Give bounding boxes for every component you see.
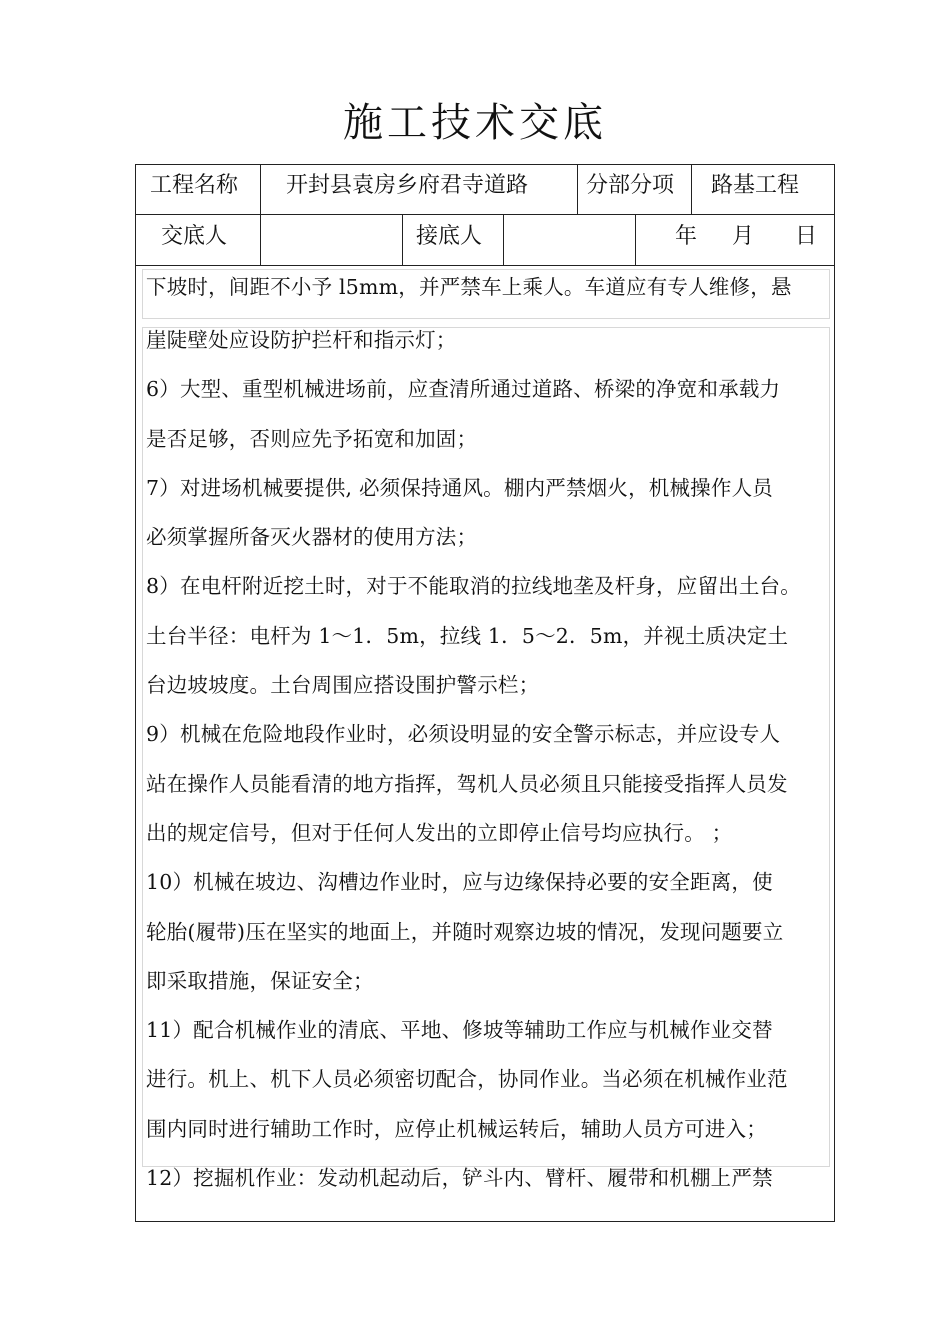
column-divider xyxy=(577,165,578,214)
body-line: 10）机械在坡边、沟槽边作业时，应与边缘保持必要的安全距离，使 xyxy=(146,870,773,895)
receiver-label: 接底人 xyxy=(416,224,483,249)
body-text xyxy=(146,316,830,1203)
row-divider xyxy=(136,265,834,266)
body-line: 必须掌握所备灭火器材的使用方法； xyxy=(146,525,478,550)
row-divider xyxy=(136,214,834,215)
date-year-label: 年 xyxy=(675,224,698,249)
column-divider xyxy=(402,214,403,265)
column-divider xyxy=(503,214,504,265)
body-line: 6）大型、重型机械进场前，应查清所通过道路、桥梁的净宽和承载力 xyxy=(146,377,781,402)
column-divider xyxy=(635,214,636,265)
body-line: 围内同时进行辅助工作时，应停止机械运转后，辅助人员方可进入； xyxy=(146,1116,767,1141)
section-label: 分部分项 xyxy=(586,173,675,198)
body-line: 即采取措施，保证安全； xyxy=(146,968,374,993)
project-name-value: 开封县袁房乡府君寺道路 xyxy=(286,173,529,198)
document-title: 施工技术交底 xyxy=(343,100,607,146)
body-line: 7）对进场机械要提供, 必须保持通风。棚内严禁烟火，机械操作人员 xyxy=(146,475,773,500)
body-line: 站在操作人员能看清的地方指挥，驾机人员必须且只能接受指挥人员发 xyxy=(146,771,788,796)
body-line: 土台半径：电杆为 1～1．5m，拉线 1．5～2．5m，并视土质决定土 xyxy=(146,623,789,648)
body-line: 轮胎(履带)压在坚实的地面上，并随时观察边坡的情况，发现问题要立 xyxy=(146,919,784,944)
project-name-label: 工程名称 xyxy=(150,173,239,198)
presenter-label: 交底人 xyxy=(161,224,228,249)
body-first-line: 下坡时，间距不小予 l5mm，并严禁车上乘人。车道应有专人维修，悬 xyxy=(146,275,792,299)
body-line: 出的规定信号，但对于任何人发出的立即停止信号均应执行。 ； xyxy=(146,820,733,845)
body-line: 11）配合机械作业的清底、平地、修坡等辅助工作应与机械作业交替 xyxy=(146,1018,773,1043)
body-line: 进行。机上、机下人员必须密切配合，协同作业。当必须在机械作业范 xyxy=(146,1067,788,1092)
column-divider xyxy=(260,214,261,265)
body-line: 12）挖掘机作业：发动机起动后，铲斗内、臂杆、履带和机棚上严禁 xyxy=(146,1166,773,1191)
body-line: 9）机械在危险地段作业时，必须设明显的安全警示标志，并应设专人 xyxy=(146,722,781,747)
body-line: 台边坡坡度。土台周围应搭设围护警示栏； xyxy=(146,673,540,698)
body-line: 8）在电杆附近挖土时，对于不能取消的拉线地垄及杆身，应留出土台。 xyxy=(146,574,801,599)
column-divider xyxy=(691,165,692,214)
date-month-label: 月 xyxy=(732,224,755,249)
body-line: 崖陡壁处应设防护拦杆和指示灯； xyxy=(146,328,457,352)
section-value: 路基工程 xyxy=(711,173,800,198)
date-day-label: 日 xyxy=(795,224,818,249)
column-divider xyxy=(260,165,261,214)
body-line: 是否足够，否则应先予拓宽和加固； xyxy=(146,426,478,451)
technical-disclosure-form xyxy=(135,164,835,1222)
